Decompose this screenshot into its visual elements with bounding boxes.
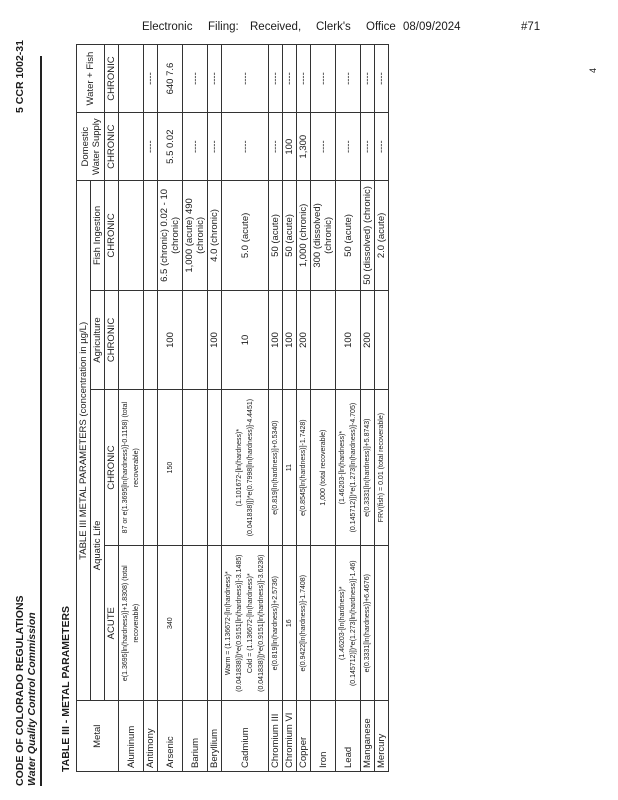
value-cell-domestic: 1,000 (acute) 490 (chronic) — [183, 181, 208, 290]
value-cell-chronic: FRV(fish) = 0.01 (total recoverable) — [375, 390, 389, 546]
metal-name-cell: Barium — [183, 701, 208, 772]
table-row — [336, 45, 361, 772]
value-cell-acute: Warm = (1.136672-[ln(hardness)*(0.041838)])*e(0.9151[ln(hardness)]-3.1485) Cold = (1.136672-[ln(hardness)*(0.041838)])*e(0.9151[ln(hardness)]-3.6236) — [222, 545, 269, 701]
metal-name-cell: Mercury — [375, 701, 389, 772]
value-cell-chronic — [208, 390, 222, 546]
value-cell-chronic — [144, 390, 158, 546]
value-cell-fish — [119, 45, 144, 113]
value-cell-acute — [311, 545, 336, 701]
metal-name-cell: Chromium III — [269, 701, 283, 772]
table-row — [183, 45, 208, 772]
value-cell-wf: ---- — [361, 113, 375, 181]
metal-name-cell: Cadmium — [222, 701, 269, 772]
value-cell-acute: e(1.3695[ln(hardness)]+1.8308) (total recoverable) — [119, 545, 144, 701]
filing-date: 08/09/2024 — [403, 21, 461, 33]
table-row — [222, 45, 269, 772]
value-cell-fish: ---- — [269, 45, 283, 113]
value-cell-wf: 5.5 0.02 — [158, 113, 183, 181]
value-cell-fish: ---- — [222, 45, 269, 113]
value-cell-chronic: 150 — [158, 390, 183, 546]
code-title: CODE OF COLORADO REGULATIONS — [14, 595, 26, 786]
table-row — [297, 45, 311, 772]
value-cell-domestic: 50 (acute) — [283, 181, 297, 290]
header-word: Office — [366, 21, 396, 33]
page-number: 4 — [588, 67, 598, 73]
header-acute: ACUTE — [105, 545, 119, 701]
value-cell-chronic: 1,000 (total recoverable) — [311, 390, 336, 546]
header-fish: Fish Ingestion — [91, 181, 105, 290]
header-water-fish: Water + Fish — [77, 45, 105, 113]
value-cell-wf: ---- — [208, 113, 222, 181]
value-cell-wf — [119, 113, 144, 181]
header-chronic: CHRONIC — [105, 45, 119, 113]
value-cell-acute: 16 — [283, 545, 297, 701]
value-cell-domestic: 4.0 (chronic) — [208, 181, 222, 290]
table-row — [119, 45, 144, 772]
ccr-number: 5 CCR 1002-31 — [14, 40, 26, 113]
value-cell-agri: 200 — [361, 290, 375, 390]
value-cell-agri — [183, 290, 208, 390]
value-cell-fish: ---- — [297, 45, 311, 113]
value-cell-domestic — [119, 181, 144, 290]
metal-name-cell: Aluminum — [119, 701, 144, 772]
value-cell-chronic: 11 — [283, 390, 297, 546]
table-row — [269, 45, 283, 772]
value-cell-acute — [375, 545, 389, 701]
value-cell-wf: ---- — [375, 113, 389, 181]
value-cell-domestic: 50 (acute) — [336, 181, 361, 290]
value-cell-agri: 100 — [269, 290, 283, 390]
table-row — [375, 45, 389, 772]
value-cell-wf: ---- — [222, 113, 269, 181]
value-cell-wf: ---- — [269, 113, 283, 181]
value-cell-fish: ---- — [144, 45, 158, 113]
header-chronic: CHRONIC — [105, 390, 119, 546]
table-row — [144, 45, 158, 772]
value-cell-fish: ---- — [311, 45, 336, 113]
value-cell-fish: 640 7.6 — [158, 45, 183, 113]
value-cell-acute: 340 — [158, 545, 183, 701]
header-metal: Metal — [77, 701, 119, 772]
value-cell-domestic: 50 (acute) — [269, 181, 283, 290]
value-cell-acute: e(0.9422[ln(hardness)]-1.7408) — [297, 545, 311, 701]
value-cell-agri: 100 — [336, 290, 361, 390]
rotated-page — [0, 26, 560, 786]
value-cell-wf: ---- — [336, 113, 361, 181]
value-cell-wf: ---- — [311, 113, 336, 181]
agency-name: Water Quality Control Commission — [26, 612, 38, 786]
value-cell-chronic: (1.101672-[ln(hardness)*(0.041838)])*e(0.7998[ln(hardness)]-4.4451) — [222, 390, 269, 546]
regulation-title — [14, 595, 38, 786]
value-cell-fish: ---- — [208, 45, 222, 113]
header-domestic: Domestic Water Supply — [77, 113, 105, 181]
table-row — [208, 45, 222, 772]
header-chronic: CHRONIC — [105, 181, 119, 290]
value-cell-agri — [311, 290, 336, 390]
value-cell-chronic: 87 or e(1.3695[ln(hardness)]-0.1158) (total recoverable) — [119, 390, 144, 546]
value-cell-domestic: 5.0 (acute) — [222, 181, 269, 290]
value-cell-wf: 1,300 — [297, 113, 311, 181]
value-cell-domestic: 1,000 (chronic) — [297, 181, 311, 290]
value-cell-chronic — [183, 390, 208, 546]
value-cell-acute: (1.46203-[ln(hardness)*(0.145712)])*e(1.273[ln(hardness)]-1.46) — [336, 545, 361, 701]
metal-parameters-table — [76, 44, 389, 772]
header-word: Received, — [250, 21, 302, 33]
value-cell-acute — [144, 545, 158, 701]
metal-name-cell: Lead — [336, 701, 361, 772]
value-cell-domestic: 50 (dissolved) (chronic) — [361, 181, 375, 290]
divider — [40, 56, 42, 786]
value-cell-wf: 100 — [283, 113, 297, 181]
value-cell-domestic: 2.0 (acute) — [375, 181, 389, 290]
metal-name-cell: Chromium VI — [283, 701, 297, 772]
table-row — [158, 45, 183, 772]
value-cell-agri: 100 — [283, 290, 297, 390]
document-number: #71 — [521, 21, 541, 33]
table-row — [283, 45, 297, 772]
header-chronic: CHRONIC — [105, 290, 119, 390]
value-cell-acute: e(0.819[ln(hardness)]+2.5736) — [269, 545, 283, 701]
metal-name-cell: Copper — [297, 701, 311, 772]
value-cell-domestic: 6.5 (chronic) 0.02 - 10 (chronic) — [158, 181, 183, 290]
value-cell-fish: ---- — [283, 45, 297, 113]
value-cell-domestic — [144, 181, 158, 290]
value-cell-acute — [183, 545, 208, 701]
metal-name-cell: Manganese — [361, 701, 375, 772]
value-cell-fish: ---- — [183, 45, 208, 113]
value-cell-agri — [375, 290, 389, 390]
value-cell-agri: 10 — [222, 290, 269, 390]
header-word: Clerk's — [316, 21, 351, 33]
value-cell-agri: 200 — [297, 290, 311, 390]
value-cell-chronic: e(0.3331[ln(hardness)]+5.8743) — [361, 390, 375, 546]
header-word: Filing: — [208, 21, 239, 33]
value-cell-wf: ---- — [183, 113, 208, 181]
value-cell-acute — [208, 545, 222, 701]
value-cell-wf: ---- — [144, 113, 158, 181]
table-title: TABLE III - METAL PARAMETERS — [60, 605, 72, 772]
header-group: TABLE III METAL PARAMETERS (concentration in µg/L) — [77, 181, 91, 701]
table-row — [311, 45, 336, 772]
metal-name-cell: Antimony — [144, 701, 158, 772]
value-cell-fish: ---- — [336, 45, 361, 113]
value-cell-fish: ---- — [361, 45, 375, 113]
table-row — [361, 45, 375, 772]
value-cell-chronic: (1.46203-[ln(hardness)*(0.145712)])*e(1.273[ln(hardness)]-4.705) — [336, 390, 361, 546]
value-cell-agri — [119, 290, 144, 390]
metal-name-cell: Iron — [311, 701, 336, 772]
value-cell-fish: ---- — [375, 45, 389, 113]
header-chronic: CHRONIC — [105, 113, 119, 181]
value-cell-agri: 100 — [208, 290, 222, 390]
header-word: Electronic — [142, 21, 193, 33]
value-cell-agri: 100 — [158, 290, 183, 390]
value-cell-agri — [144, 290, 158, 390]
value-cell-chronic: e(0.819[ln(hardness)]+0.5340) — [269, 390, 283, 546]
value-cell-acute: e(0.3331[ln(hardness)]+6.4676) — [361, 545, 375, 701]
metal-name-cell: Beryllium — [208, 701, 222, 772]
header-aquatic: Aquatic Life — [91, 390, 105, 701]
value-cell-domestic: 300 (dissolved) (chronic) — [311, 181, 336, 290]
header-agriculture: Agriculture — [91, 290, 105, 390]
metal-name-cell: Arsenic — [158, 701, 183, 772]
value-cell-chronic: e(0.8545[ln(hardness)]-1.7428) — [297, 390, 311, 546]
